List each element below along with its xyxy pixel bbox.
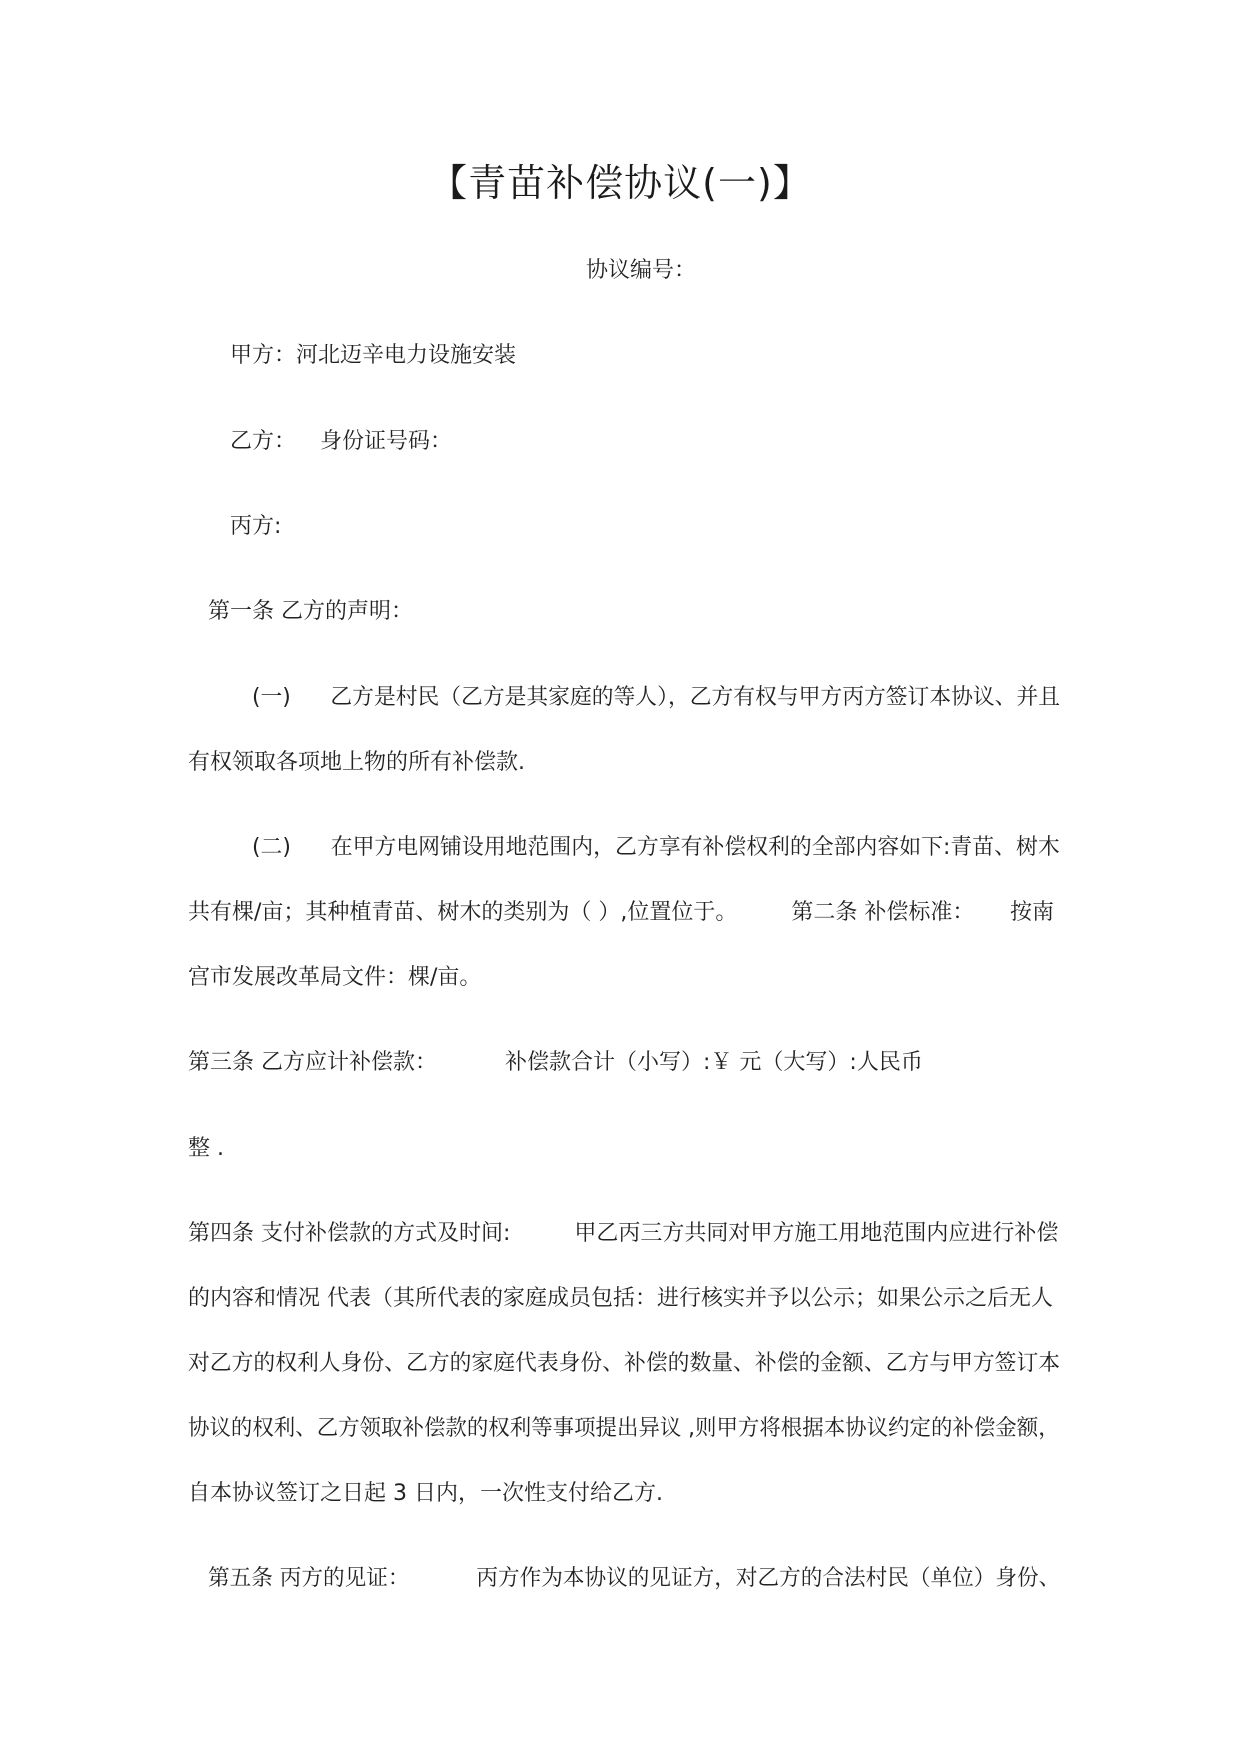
agreement-number-label: 协议编号： bbox=[586, 258, 697, 283]
party-b-line bbox=[230, 427, 452, 457]
clause-2-line-2 bbox=[188, 898, 974, 928]
clause-1-text: 乙方是村民（乙方是其家庭的等人），乙方有权与甲方丙方签订本协议、并且 bbox=[330, 685, 1061, 710]
article-4-text-1: 甲乙丙三方共同对甲方施工用地范围内应进行补偿 bbox=[574, 1221, 1059, 1246]
article-4-line-5: 自本协议签订之日起 3 日内，一次性支付给乙方. bbox=[188, 1481, 663, 1506]
party-b-id-label: 身份证号码： bbox=[320, 429, 453, 454]
article-4-line-1 bbox=[188, 1219, 1058, 1249]
clause-1-marker: (一) bbox=[252, 685, 291, 710]
article-4-line-2: 的内容和情况 代表（其所代表的家庭成员包括：进行核实并予以公示；如果公示之后无人 bbox=[188, 1286, 1053, 1311]
article-4-heading: 第四条 支付补偿款的方式及时间: bbox=[188, 1221, 511, 1246]
party-b-label: 乙方： bbox=[230, 429, 297, 454]
article-1-heading: 第一条 乙方的声明： bbox=[208, 599, 413, 624]
clause-2-marker: (二) bbox=[252, 835, 291, 860]
clause-2-line-2b: 按南 bbox=[1010, 900, 1055, 925]
article-4-line-4: 协议的权利、乙方领取补偿款的权利等事项提出异议 ,则甲方将根据本协议约定的补偿金额， bbox=[188, 1416, 1060, 1441]
article-4-line-3: 对乙方的权利人身份、乙方的家庭代表身份、补偿的数量、补偿的金额、乙方与甲方签订本 bbox=[188, 1351, 1061, 1376]
article-3-heading: 第三条 乙方应计补偿款： bbox=[188, 1050, 437, 1075]
clause-2-line-3: 宫市发展改革局文件：棵/亩。 bbox=[188, 965, 482, 990]
clause-2-line-2a: 共有棵/亩；其种植青苗、树木的类别为（ ）,位置位于。 bbox=[188, 900, 738, 925]
party-a-line: 甲方：河北迈辛电力设施安装 bbox=[230, 343, 517, 368]
party-c-line: 丙方: bbox=[230, 514, 282, 539]
article-5-heading: 第五条 丙方的见证： bbox=[208, 1566, 410, 1591]
clause-1-line-1 bbox=[252, 683, 1060, 713]
article-3-end: 整 . bbox=[188, 1136, 224, 1161]
clause-2-text: 在甲方电网铺设用地范围内，乙方享有补偿权利的全部内容如下:青苗、树木 bbox=[330, 835, 1060, 860]
article-5-text-1: 丙方作为本协议的见证方，对乙方的合法村民（单位）身份、 bbox=[476, 1566, 1061, 1591]
document-title: 【青苗补偿协议(一)】 bbox=[429, 161, 812, 205]
article-2-heading: 第二条 补偿标准： bbox=[791, 900, 975, 925]
article-3-total: 补偿款合计（小写）:￥ 元（大写）:人民币 bbox=[505, 1050, 923, 1075]
clause-2-line-1 bbox=[252, 833, 1060, 863]
article-5-line-1 bbox=[208, 1564, 1060, 1594]
article-3-line bbox=[188, 1048, 923, 1078]
clause-1-line-2: 有权领取各项地上物的所有补偿款. bbox=[188, 750, 525, 775]
